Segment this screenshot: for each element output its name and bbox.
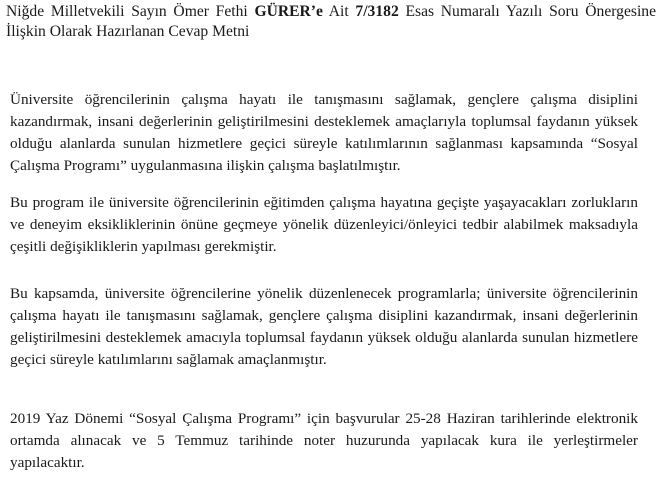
header-prefix: Niğde Milletvekili Sayın Ömer Fethi [6,3,255,20]
paragraph-1: Üniversite öğrencilerinin çalışma hayatı ile tanışmasını sağlamak, gençlere çalışma disiplini kazandırmak, insani değerlerinin geliştirilmesini desteklemek amaçlarıyla toplumsal faydanın yüksek olduğu alanlarda sunulan hizmetlere geçici süreyle katılımlarının sağlanması kapsamında “Sosyal Çalışma Programı” uygulanmasına ilişkin çalışma başlatılmıştır. [10,91,638,174]
header-middle: Ait [322,3,356,20]
deputy-name: GÜRER’e [254,3,323,20]
header-suffix: Esas Numaralı Yazılı Soru Önergesine İlişkin Olarak Hazırlanan Cevap Metni [6,3,656,40]
document-header [6,2,656,42]
paragraph-3: Bu kapsamda, üniversite öğrencilerine yönelik düzenlenecek programlarla; üniversite öğrencilerinin çalışma hayatı ile tanışmasını sağlamak, gençlere çalışma disiplini kazandırmak, insani değerlerinin geliştirilmesini desteklemek amacıyla toplumsal faydanın yüksek olduğu alanlarda sunulan hizmetlere geçici süreyle katılımlarını sağlamak amaçlanmıştır. [10,285,638,368]
question-number: 7/3182 [355,3,399,20]
paragraph-2: Bu program ile üniversite öğrencilerinin eğitimden çalışma hayatına geçişte yaşayacakları zorlukların ve deneyim eksikliklerinin önüne geçmeye yönelik düzenleyici/önleyici tedbir alabilmek maksadıyla çeşitli değişikliklerin yapılması gerekmiştir. [10,194,638,255]
paragraph-4: 2019 Yaz Dönemi “Sosyal Çalışma Programı” için başvurular 25-28 Haziran tarihlerinde elektronik ortamda alınacak ve 5 Temmuz tarihinde noter huzurunda yapılacak kura ile yerleştirmeler yapılacaktır. [10,410,638,471]
